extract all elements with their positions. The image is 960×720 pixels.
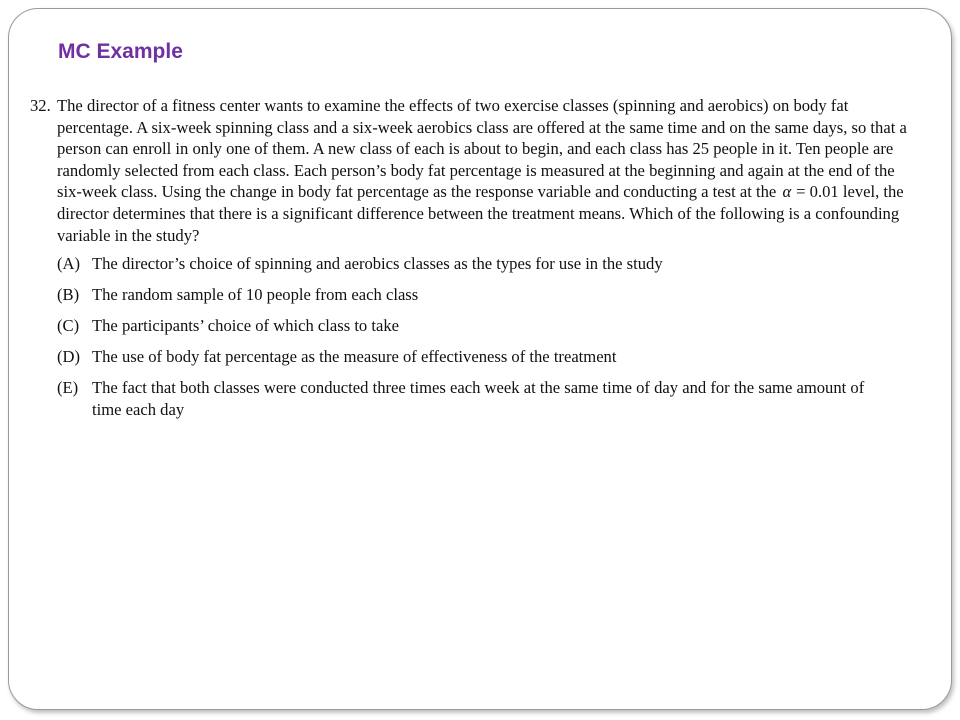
stem-text-after-alpha: = 0.01 level, the director determines that there is a significant difference between the treatment means. Which of the following is a confounding variable in the study? (57, 182, 904, 245)
choice-text: The random sample of 10 people from each class (92, 285, 419, 305)
choice-text: The participants’ choice of which class to take (92, 316, 400, 336)
choice-letter: (D) (57, 347, 81, 367)
choice-text: The director’s choice of spinning and aerobics classes as the types for use in the study (92, 254, 663, 274)
answer-choice-a (57, 253, 910, 275)
choice-letter: (C) (57, 316, 80, 336)
question-stem (57, 95, 910, 246)
choice-letter: (E) (57, 378, 79, 398)
slide-title: MC Example (58, 40, 183, 63)
answer-choice-d (57, 346, 910, 368)
choice-letter: (B) (57, 285, 80, 305)
choice-letter: (A) (57, 254, 81, 274)
choice-text: The fact that both classes were conducted three times each week at the same time of day and for the same amount of time each day (92, 378, 865, 419)
question-number: 32. (30, 96, 51, 115)
answer-choice-c (57, 315, 910, 337)
answer-choice-e (57, 377, 910, 420)
stem-text-before-alpha: The director of a fitness center wants to examine the effects of two exercise classes (spinning and aerobics) on body fat percentage. A six-week spinning class and a six-week aerobics class are offered at the same time and on the same days, so that a person can enroll in only one of them. A new class of each is about to begin, and each class has 25 people in it. Ten people are randomly selected from each class. Each person’s body fat percentage is measured at the beginning and again at the end of the six-week class. Using the change in body fat percentage as the response variable and conducting a test at the (57, 96, 907, 202)
question-stem-row (30, 95, 910, 246)
choice-text: The use of body fat percentage as the measure of effectiveness of the treatment (92, 347, 617, 367)
question-block (30, 95, 910, 430)
answer-choices (30, 253, 910, 420)
alpha-symbol: α (782, 182, 792, 202)
answer-choice-b (57, 284, 910, 306)
